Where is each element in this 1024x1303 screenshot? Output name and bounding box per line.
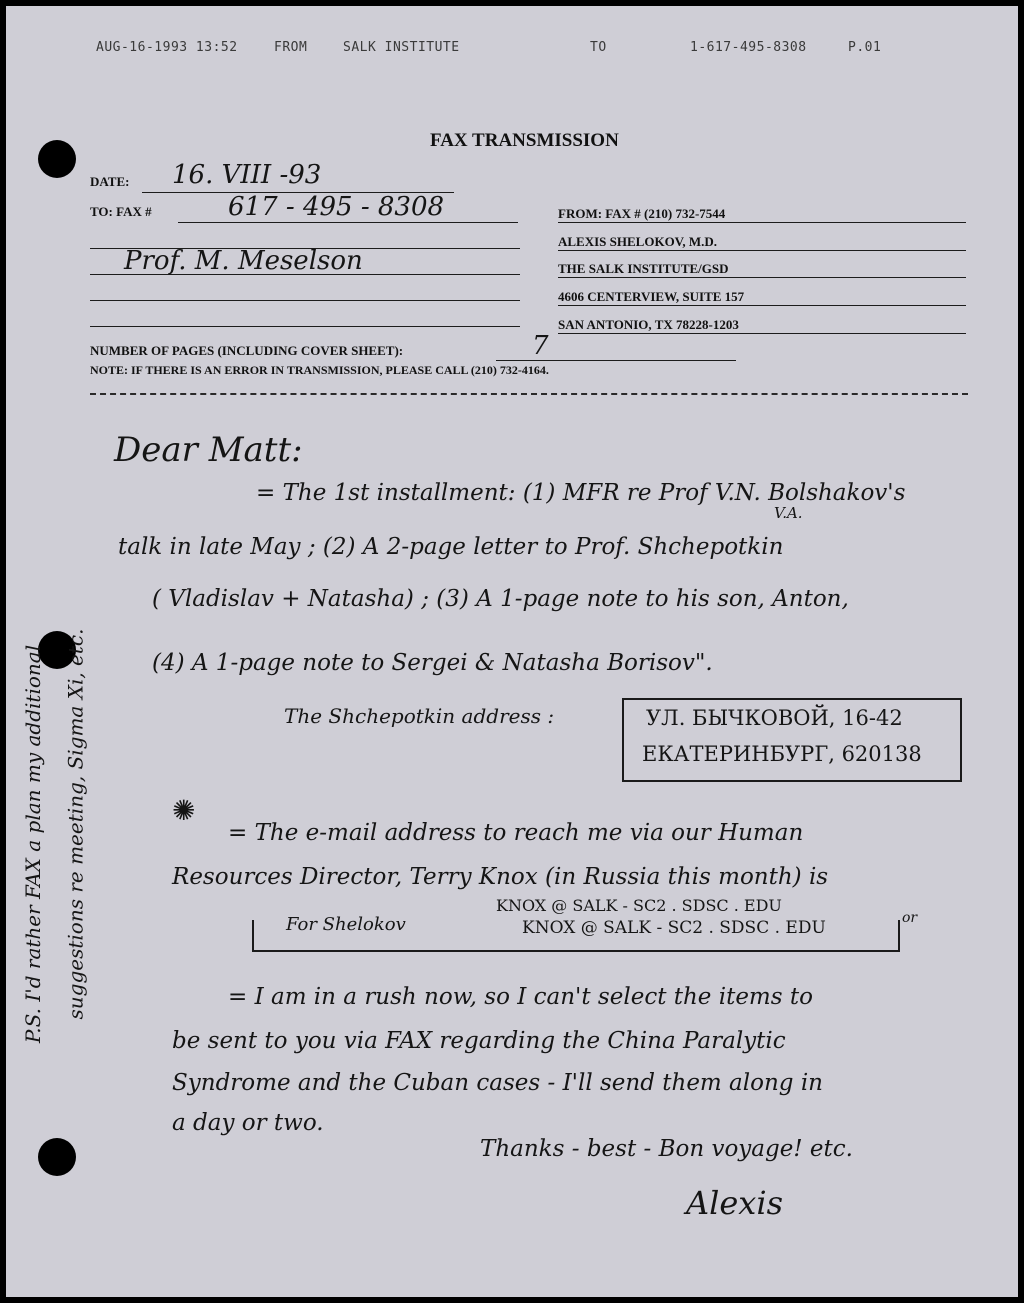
closing: Thanks - best - Bon voyage! etc. bbox=[480, 1136, 853, 1162]
from-name-line: ALEXIS SHELOKOV, M.D. bbox=[558, 234, 718, 249]
form-title: FAX TRANSMISSION bbox=[430, 130, 619, 151]
recipient-value: Prof. M. Meselson bbox=[124, 246, 363, 276]
recipient-line-3 bbox=[90, 300, 520, 301]
address-city: ЕКАТЕРИНБУРГ, 620138 bbox=[642, 742, 922, 766]
para1-line-2: talk in late May ; (2) A 2-page letter to Prof. Shchepotkin bbox=[118, 534, 784, 560]
para3-line-3: Syndrome and the Cuban cases - I'll send them along in bbox=[172, 1070, 823, 1096]
recipient-line-4 bbox=[90, 326, 520, 327]
fax-header-from-label: FROM bbox=[274, 40, 308, 55]
from-fax-line: FROM: FAX # (210) 732-7544 bbox=[558, 206, 726, 221]
email-or: or bbox=[902, 910, 918, 926]
from-line-5 bbox=[558, 333, 966, 334]
fax-header-datetime: AUG-16-1993 13:52 bbox=[96, 40, 238, 55]
email-alt: KNOX @ SALK - SC2 . SDSC . EDU bbox=[522, 918, 826, 938]
para1-line-1: = The 1st installment: (1) MFR re Prof V.N. Bolshakov's bbox=[256, 480, 906, 506]
pages-label: NUMBER OF PAGES (INCLUDING COVER SHEET): bbox=[90, 343, 404, 358]
from-city-line: SAN ANTONIO, TX 78228-1203 bbox=[558, 317, 739, 332]
form-separator bbox=[90, 393, 968, 395]
para3-line-4: a day or two. bbox=[172, 1110, 324, 1136]
letter-greeting: Dear Matt: bbox=[114, 430, 303, 470]
fax-header-to-number: 1-617-495-8308 bbox=[690, 40, 807, 55]
transmission-note: NOTE: IF THERE IS AN ERROR IN TRANSMISSION, PLEASE CALL (210) 732-4164. bbox=[90, 363, 549, 377]
fax-header-from-name: SALK INSTITUTE bbox=[343, 40, 460, 55]
to-fax-value: 617 - 495 - 8308 bbox=[228, 192, 445, 222]
from-line-1 bbox=[558, 222, 966, 223]
binder-hole-top bbox=[38, 140, 76, 178]
binder-hole-bottom bbox=[38, 1138, 76, 1176]
address-box bbox=[622, 698, 962, 782]
from-line-2 bbox=[558, 250, 966, 251]
to-fax-line bbox=[178, 222, 518, 223]
from-street-line: 4606 CENTERVIEW, SUITE 157 bbox=[558, 289, 745, 304]
fax-page bbox=[6, 6, 1018, 1297]
para3-line-2: be sent to you via FAX regarding the China Paralytic bbox=[172, 1028, 786, 1054]
margin-note-line-2: suggestions re meeting, Sigma Xi, etc. bbox=[63, 628, 88, 1020]
para2-line-2: Resources Director, Terry Knox (in Russia this month) is bbox=[172, 864, 829, 890]
from-line-3 bbox=[558, 277, 966, 278]
fax-header-page: P.01 bbox=[848, 40, 882, 55]
margin-note-line-1: P.S. I'd rather FAX a plan my additional bbox=[21, 644, 46, 1044]
address-street: УЛ. БЫЧКОВОЙ, 16-42 bbox=[646, 706, 903, 730]
va-annotation: V.A. bbox=[774, 504, 803, 522]
fax-header-to-label: TO bbox=[590, 40, 607, 55]
scribble-mark: ✺ bbox=[172, 794, 196, 827]
from-institute-line: THE SALK INSTITUTE/GSD bbox=[558, 261, 729, 276]
pages-value: 7 bbox=[532, 331, 549, 361]
para3-line-1: = I am in a rush now, so I can't select the items to bbox=[228, 984, 813, 1010]
date-label: DATE: bbox=[90, 174, 130, 189]
para1-line-4: (4) A 1-page note to Sergei & Natasha Borisov". bbox=[152, 650, 713, 676]
signature: Alexis bbox=[686, 1184, 783, 1222]
to-fax-label: TO: FAX # bbox=[90, 204, 152, 219]
para2-line-3: KNOX @ SALK - SC2 . SDSC . EDU bbox=[496, 896, 782, 915]
date-value: 16. VIII -93 bbox=[172, 160, 322, 190]
address-label: The Shchepotkin address : bbox=[284, 704, 555, 728]
para1-line-3: ( Vladislav + Natasha) ; (3) A 1-page note to his son, Anton, bbox=[152, 586, 849, 612]
para2-line-1: = The e-mail address to reach me via our Human bbox=[228, 820, 804, 846]
email-for-label: For Shelokov bbox=[286, 914, 406, 935]
from-line-4 bbox=[558, 305, 966, 306]
